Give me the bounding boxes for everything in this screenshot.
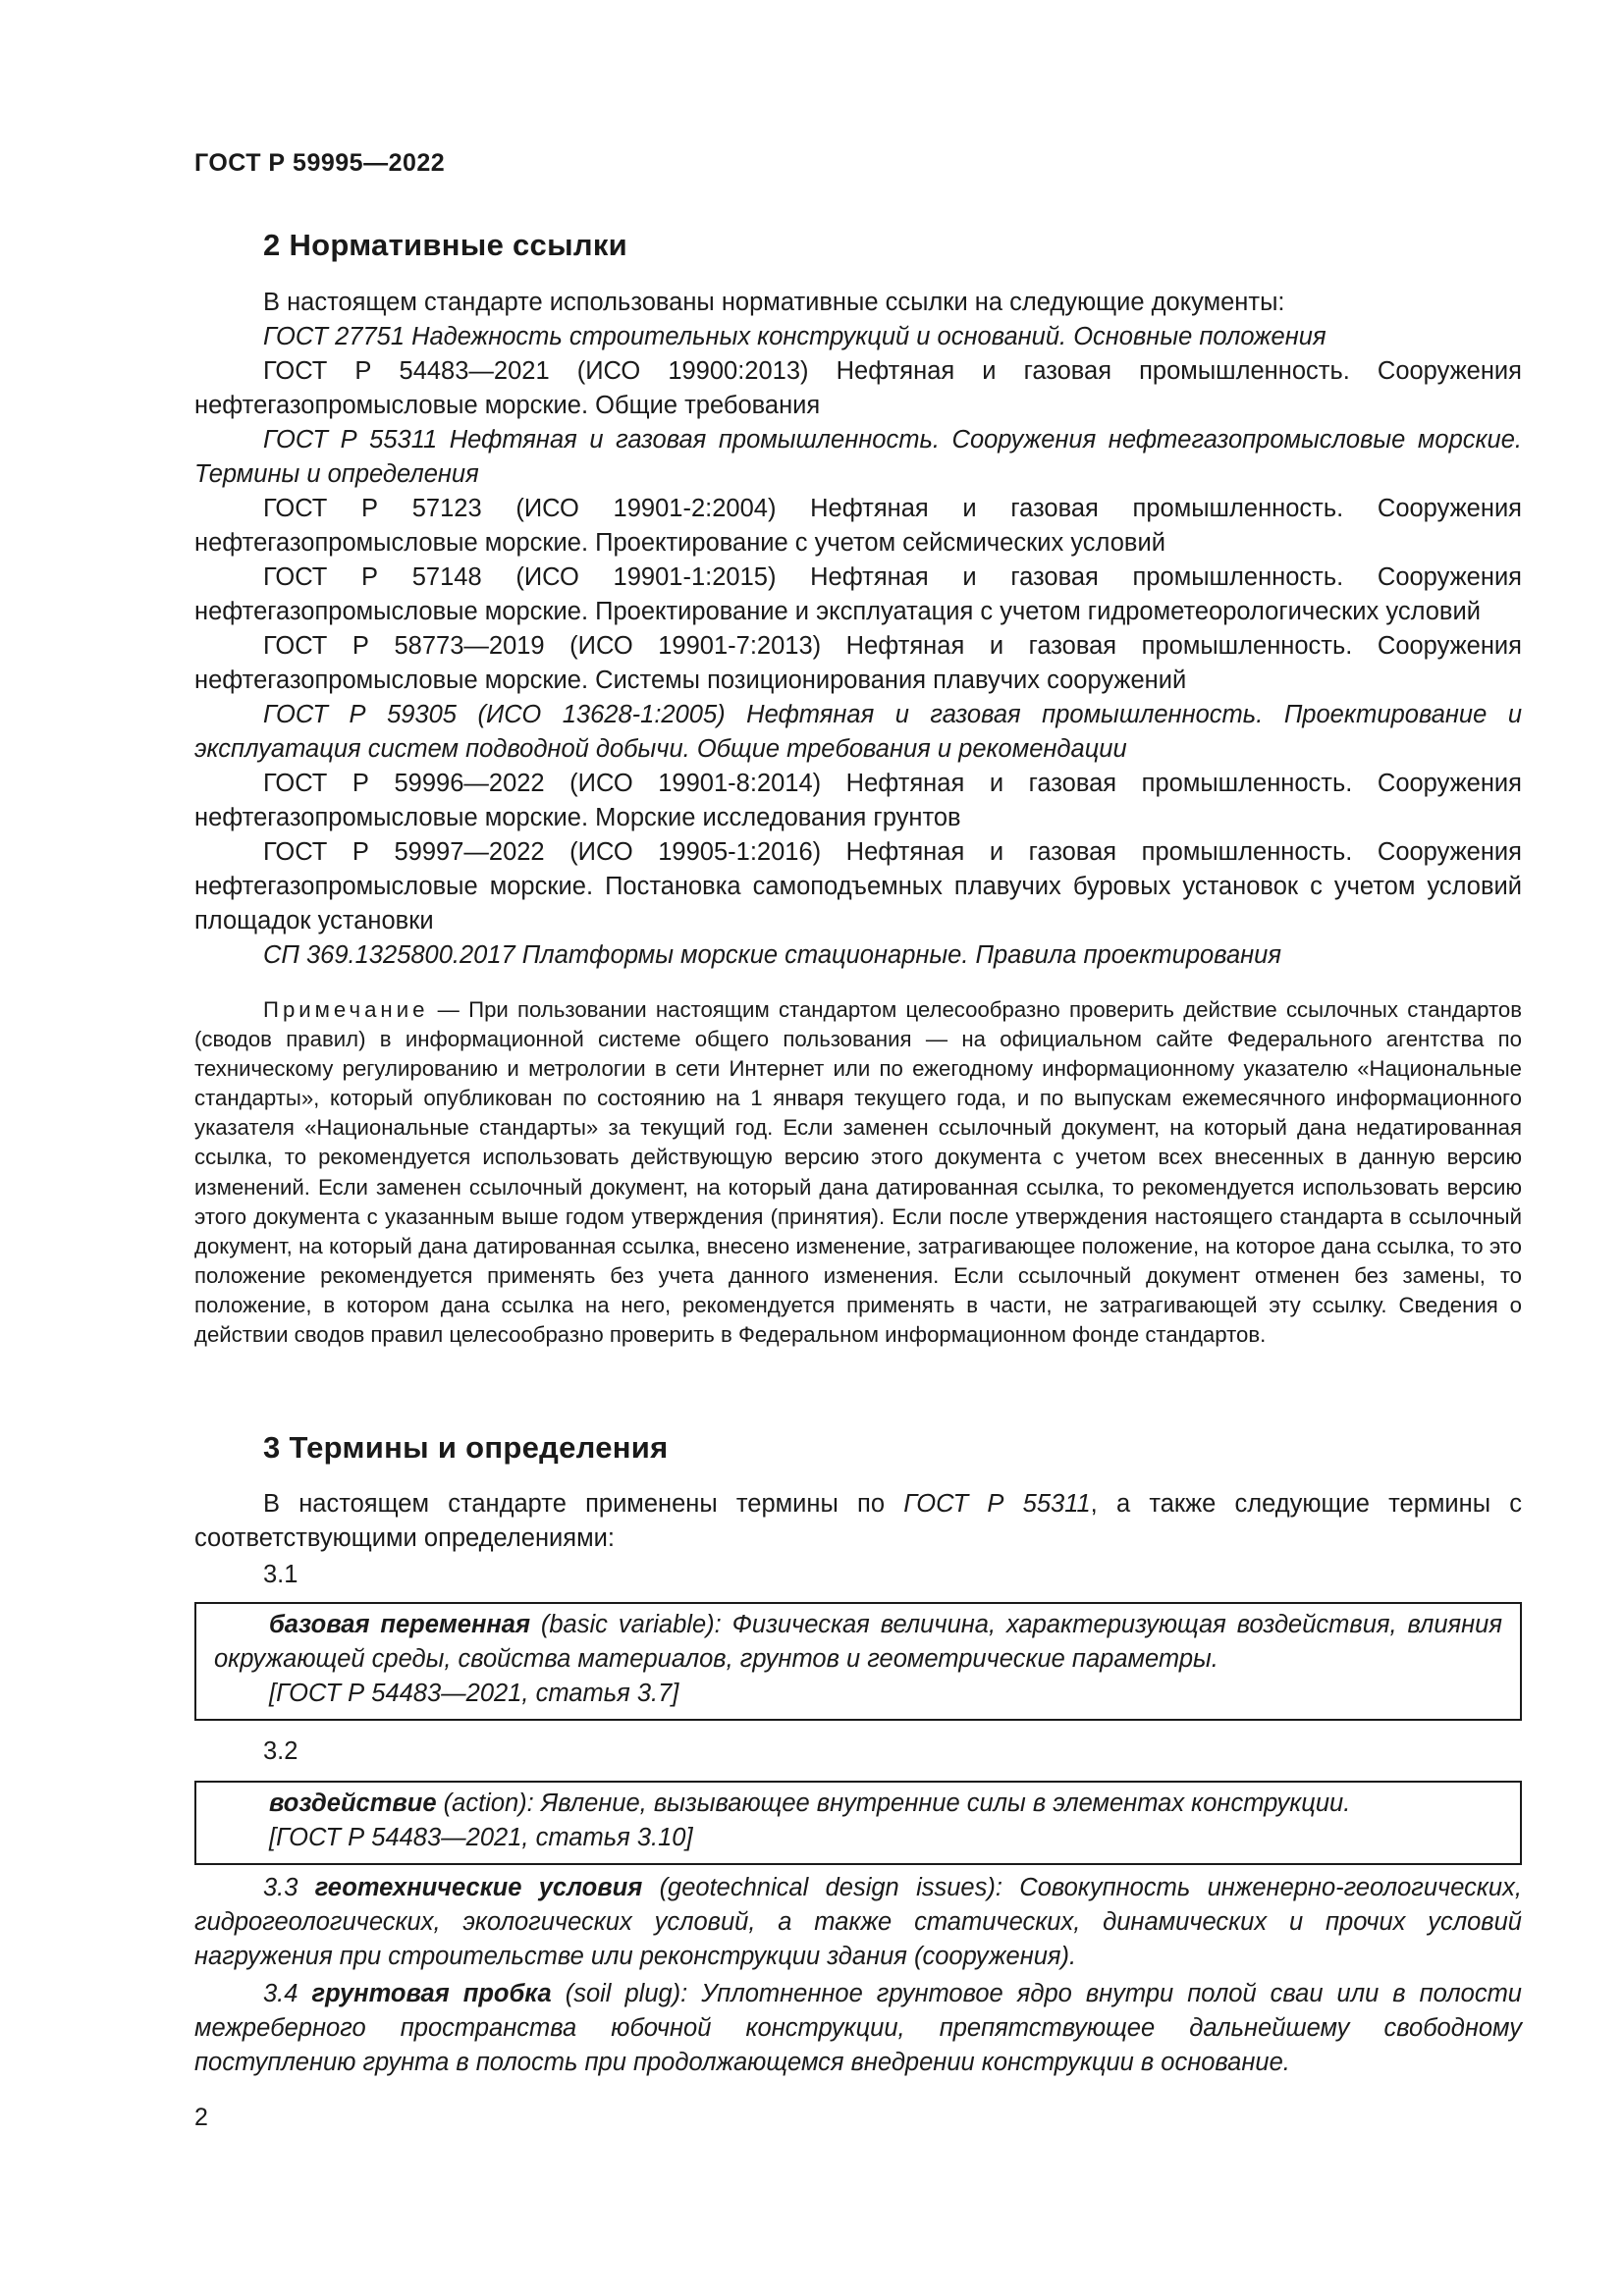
section-3-intro: В настоящем стандарте применены термины по ГОСТ Р 55311, а также следующие термины с соответствующими определениями: <box>194 1490 1523 1552</box>
section-2-body <box>194 286 1522 973</box>
section-2-intro: В настоящем стандарте использованы нормативные ссылки на следующие документы: <box>263 289 1285 316</box>
reference-item: ГОСТ Р 59305 (ИСО 13628-1:2005) Нефтяная и газовая промышленность. Проектирование и эксплуатация систем подводной добычи. Общие требования и рекомендации <box>194 701 1522 763</box>
section-3-title: 3 Термины и определения <box>263 1430 669 1465</box>
term-3-2-source: [ГОСТ Р 54483—2021, статья 3.10] <box>269 1824 693 1851</box>
reference-list <box>194 320 1522 973</box>
section-2-title: 2 Нормативные ссылки <box>263 228 628 262</box>
term-3-1-box <box>194 1602 1522 1721</box>
term-3-2-box <box>194 1781 1522 1865</box>
document-header: ГОСТ Р 59995—2022 <box>194 149 446 177</box>
reference-item: СП 369.1325800.2017 Платформы морские стационарные. Правила проектирования <box>263 941 1281 969</box>
reference-item: ГОСТ Р 58773—2019 (ИСО 19901-7:2013) Нефтяная и газовая промышленность. Сооружения нефтегазопромысловые морские. Системы позиционирования плавучих сооружений <box>194 632 1522 694</box>
reference-item: ГОСТ 27751 Надежность строительных конструкций и оснований. Основные положения <box>263 323 1326 350</box>
term-3-3: 3.3 геотехнические условия (geotechnical design issues): Совокупность инженерно-геологических, гидрогеологических, экологических условий, а также статических, динамических и прочих условий нагружения при строительстве или реконструкции здания (сооружения). <box>194 1874 1522 1970</box>
section-3-body <box>194 1487 1522 2080</box>
reference-item: ГОСТ Р 54483—2021 (ИСО 19900:2013) Нефтяная и газовая промышленность. Сооружения нефтегазопромысловые морские. Общие требования <box>194 357 1522 419</box>
term-3-1-number: 3.1 <box>263 1561 298 1588</box>
note <box>194 995 1522 1350</box>
reference-item: ГОСТ Р 59996—2022 (ИСО 19901-8:2014) Нефтяная и газовая промышленность. Сооружения нефтегазопромысловые морские. Морские исследования грунтов <box>194 770 1522 831</box>
note-text: — При пользовании настоящим стандартом целесообразно проверить действие ссылочных стандартов (сводов правил) в информационной системе общего пользования — на официальном сайте Федерального агентства по техническому регулированию и метрологии в сети Интернет или по ежегодному информационному указателю «Национальные стандарты», который опубликован по состоянию на 1 января текущего года, и по выпускам ежемесячного информационного указателя «Национальные стандарты» за текущий год. Если заменен ссылочный документ, на который дана недатированная ссылка, то рекомендуется использовать действующую версию этого документа с учетом всех внесенных в данную версию изменений. Если заменен ссылочный документ, на который дана датированная ссылка, то рекомендуется использовать версию этого документа с указанным выше годом утверждения (принятия). Если после утверждения настоящего стандарта в ссылочный документ, на который дана датированная ссылка, внесено изменение, затрагивающее положение, на которое дана ссылка, то это положение рекомендуется применять без учета данного изменения. Если ссылочный документ отменен без замены, то положение, в котором дана ссылка на него, рекомендуется применять в части, не затрагивающей эту ссылку. Сведения о действии сводов правил целесообразно проверить в Федеральном информационном фонде стандартов. <box>194 997 1522 1348</box>
reference-item: ГОСТ Р 57148 (ИСО 19901-1:2015) Нефтяная и газовая промышленность. Сооружения нефтегазопромысловые морские. Проектирование и эксплуатация с учетом гидрометеорологических условий <box>194 563 1522 625</box>
term-3-3-term: геотехнические условия <box>314 1874 643 1901</box>
term-3-1: базовая переменная (basic variable): Физическая величина, характеризующая воздействия, влияния окружающей среды, свойства материалов, грунтов и геометрические параметры. <box>214 1611 1502 1673</box>
term-3-1-source: [ГОСТ Р 54483—2021, статья 3.7] <box>269 1680 679 1707</box>
term-3-2-number: 3.2 <box>263 1737 298 1765</box>
page-number: 2 <box>194 2104 208 2131</box>
reference-item: ГОСТ Р 59997—2022 (ИСО 19905-1:2016) Нефтяная и газовая промышленность. Сооружения нефтегазопромысловые морские. Постановка самоподъемных плавучих буровых установок с учетом условий площадок установки <box>194 838 1522 934</box>
term-3-2-term: воздействие <box>269 1789 437 1817</box>
term-3-4: 3.4 грунтовая пробка (soil plug): Уплотненное грунтовое ядро внутри полой сваи или в полости межреберного пространства юбочной конструкции, препятствующее дальнейшему свободному поступлению грунта в полость при продолжающемся внедрении конструкции в основание. <box>194 1980 1522 2076</box>
note-label: Примечание <box>263 997 429 1022</box>
reference-item: ГОСТ Р 55311 Нефтяная и газовая промышленность. Сооружения нефтегазопромысловые морские. Термины и определения <box>194 426 1522 488</box>
reference-item: ГОСТ Р 57123 (ИСО 19901-2:2004) Нефтяная и газовая промышленность. Сооружения нефтегазопромысловые морские. Проектирование с учетом сейсмических условий <box>194 495 1522 557</box>
term-3-4-term: грунтовая пробка <box>311 1980 552 2007</box>
intro-ref: ГОСТ Р 55311 <box>903 1490 1091 1518</box>
term-3-1-term: базовая переменная <box>269 1611 530 1638</box>
term-3-2: воздействие (action): Явление, вызывающее внутренние силы в элементах конструкции. <box>269 1789 1351 1817</box>
